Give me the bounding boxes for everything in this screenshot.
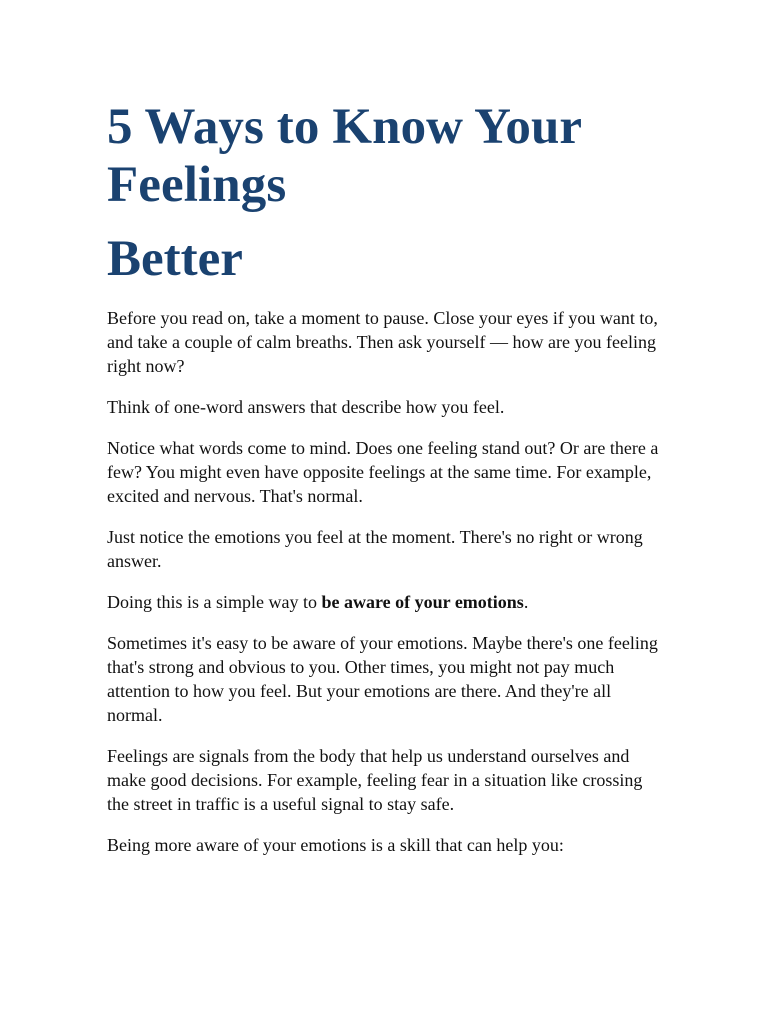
page-title-continued: Better xyxy=(107,231,243,287)
document-page xyxy=(107,98,687,874)
paragraph-pause: Before you read on, take a moment to pause. Close your eyes if you want to, and take a couple of calm breaths. Then ask yourself — how are you feeling right now? xyxy=(107,308,658,376)
paragraph-one-word: Think of one-word answers that describe how you feel. xyxy=(107,397,505,417)
paragraph-easy-to-be-aware: Sometimes it's easy to be aware of your emotions. Maybe there's one feeling that's strong and obvious to you. Other times, you might not pay much attention to how you feel. But your emotions are there. And they're all normal. xyxy=(107,633,658,725)
document-body xyxy=(107,306,687,857)
paragraph-be-aware xyxy=(107,590,667,614)
be-aware-prefix: Doing this is a simple way to xyxy=(107,592,322,612)
paragraph-notice-words: Notice what words come to mind. Does one feeling stand out? Or are there a few? You might even have opposite feelings at the same time. For example, excited and nervous. That's normal. xyxy=(107,438,659,506)
paragraph-skill: Being more aware of your emotions is a skill that can help you: xyxy=(107,835,564,855)
be-aware-emphasis: be aware of your emotions xyxy=(321,592,524,612)
paragraph-feelings-signals: Feelings are signals from the body that help us understand ourselves and make good decisions. For example, feeling fear in a situation like crossing the street in traffic is a useful signal to stay safe. xyxy=(107,746,643,814)
be-aware-suffix: . xyxy=(523,592,529,612)
paragraph-no-right-answer: Just notice the emotions you feel at the moment. There's no right or wrong answer. xyxy=(107,527,643,571)
page-title: 5 Ways to Know Your Feelings xyxy=(107,99,582,213)
